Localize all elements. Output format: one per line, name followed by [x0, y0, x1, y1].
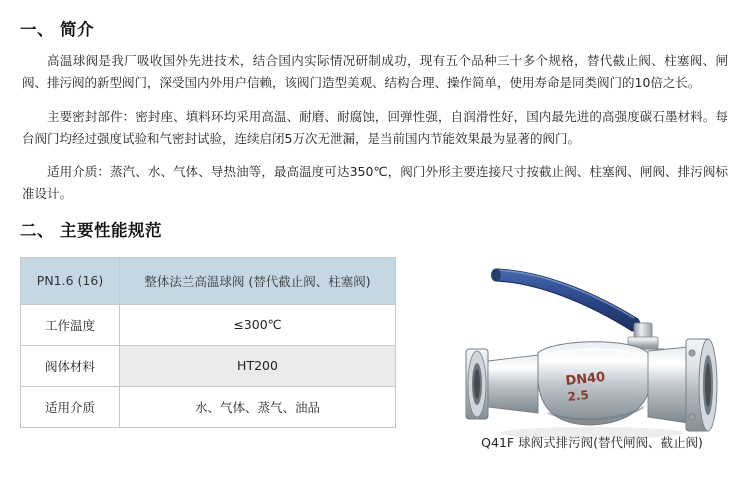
product-image-wrap — [442, 257, 742, 457]
valve-right-neck — [648, 347, 688, 423]
valve-right-flange — [686, 339, 717, 431]
marking-line-1: DN40 — [564, 369, 606, 389]
spec-row-1-value: ≤300℃ — [120, 304, 396, 345]
intro-paragraph-3: 适用介质：蒸汽、水、气体、导热油等，最高温度可达350℃，阀门外形主要连接尺寸按截止阀、柱塞阀、闸阀、排污阀标准设计。 — [22, 164, 728, 202]
table-row — [21, 386, 396, 427]
spec-and-image-row — [14, 257, 736, 457]
spec-heading-number: 二、 — [20, 220, 54, 240]
valve-handle — [491, 268, 644, 331]
intro-section-heading — [20, 16, 736, 40]
spec-table — [20, 257, 396, 428]
spec-row-3-value: 水、气体、蒸气、油品 — [120, 386, 396, 427]
spec-row-1-label: 工作温度 — [21, 304, 120, 345]
intro-heading-text: 简介 — [60, 20, 94, 39]
table-row — [21, 345, 396, 386]
spec-row-3-label: 适用介质 — [21, 386, 120, 427]
intro-body — [22, 50, 728, 206]
valve-left-flange — [466, 349, 488, 419]
marking-line-2: 2.5 — [566, 387, 590, 404]
spec-row-0-label: PN1.6 (16) — [21, 257, 120, 304]
product-image-caption: Q41F 球阀式排污阀(替代闸阀、截止阀) — [481, 434, 703, 450]
spec-row-0-value: 整体法兰高温球阀 (替代截止阀、柱塞阀) — [120, 257, 396, 304]
valve-left-neck — [488, 355, 538, 413]
spec-heading-text: 主要性能规范 — [60, 220, 162, 240]
intro-paragraph-2: 主要密封部件：密封座、填料环均采用高温、耐磨、耐腐蚀，回弹性强，自润滑性好，国内最先进的高强度碳石墨材料。每台阀门均经过强度试验和气密封试验，连续启闭5万次无泄漏，是当前国内节能效果最为显著的阀门。 — [22, 108, 728, 146]
table-row — [21, 304, 396, 345]
ball-valve-illustration — [442, 257, 742, 457]
spec-table-wrap — [20, 257, 396, 428]
table-row — [21, 257, 396, 304]
intro-paragraph-1: 高温球阀是我厂吸收国外先进技术，结合国内实际情况研制成功，现有五个品种三十多个规格，替代截止阀、柱塞阀、闸阀、排污阀的新型阀门，深受国内外用户信赖，该阀门造型美观、结构合理、操作简单，使用寿命是同类阀门的10倍之长。 — [22, 53, 728, 91]
spec-row-2-value: HT200 — [120, 345, 396, 386]
intro-heading-number: 一、 — [20, 20, 54, 39]
spec-row-2-label: 阀体材料 — [21, 345, 120, 386]
spec-section-heading — [20, 217, 736, 241]
